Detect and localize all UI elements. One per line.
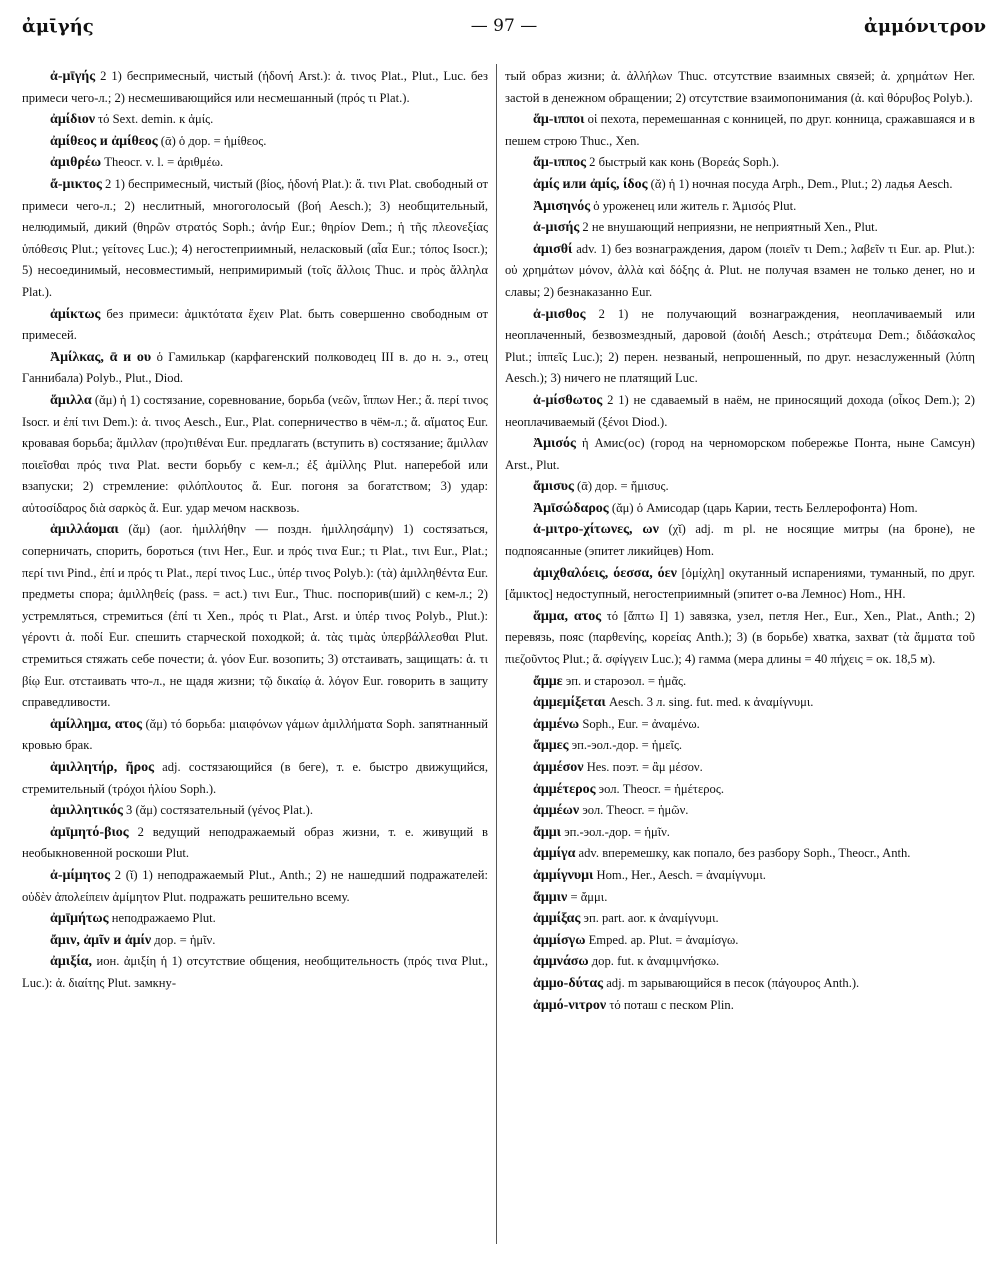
entry-headword: ἀμμίγα — [533, 846, 576, 862]
entry-headword: ἀμμνάσω — [533, 954, 589, 970]
running-head-left: ἀμῑγής — [22, 16, 94, 37]
entry-headword: ἀμῑμητό-βιος — [50, 824, 129, 840]
entry-headword: ἀμιθρέω — [50, 155, 102, 171]
dictionary-entry — [505, 671, 975, 693]
entry-headword: ἅμ-ιππος — [533, 155, 586, 171]
dictionary-entry — [505, 951, 975, 973]
entry-definition: τό поташ с песком Plin. — [609, 997, 734, 1012]
entry-headword: ἄμμες — [533, 738, 569, 754]
dictionary-entry — [505, 757, 975, 779]
entry-headword: ἀμμίγνυμι — [533, 867, 594, 883]
dictionary-entry — [22, 174, 488, 304]
entry-definition: 2 1) не получающий вознаграждения, неоплачиваемый или неоплаченный, безвозмездный, даровой (ἀοιδή Aesch.; στράτευμα Dem.; διδάσκαλος Plut.; ἱππεῖς Luc.); 2) перен. незваный, непрошенный, по друг. незаслуженный (λύπη Aesch.); 3) ничего не платящий Luc. — [505, 306, 975, 386]
dictionary-entry — [505, 433, 975, 476]
page-number: — 97 — — [470, 16, 538, 36]
dictionary-entry — [505, 995, 975, 1017]
entry-definition: τό Sext. demin. к ἀμίς. — [98, 112, 214, 127]
entry-definition: Theocr. v. l. = ἀριθμέω. — [104, 155, 224, 170]
entry-definition: Aesch. 3 л. sing. fut. med. к ἀναμίγνυμι. — [608, 695, 814, 710]
dictionary-entry — [505, 822, 975, 844]
entry-headword: ἀ-μῑγής — [50, 69, 96, 84]
running-head-right: ἀμμόνιτρον — [864, 16, 986, 37]
entry-definition: эп.-эол.-дор. = ἡμῖν. — [564, 824, 670, 839]
dictionary-entry — [22, 152, 488, 174]
dictionary-entry — [505, 865, 975, 887]
entry-definition: (χῐ) adj. m pl. не носящие митры (на броне), не подпоясанные (эпитет ликийцев) Hom. — [505, 522, 975, 559]
entry-headword: ἀμίκτως — [50, 306, 101, 322]
entry-headword: ἀμμένω — [533, 716, 580, 732]
entry-headword: Ἀμισηνός — [533, 198, 591, 214]
dictionary-entry — [505, 973, 975, 995]
dictionary-entry — [505, 390, 975, 433]
entry-definition: 2 ведущий неподражаемый образ жизни, т. е. живущий в необыкновенной роскоши Plut. — [22, 824, 488, 861]
dictionary-entry — [22, 390, 488, 520]
dictionary-entry — [505, 498, 975, 520]
dictionary-entry — [22, 800, 488, 822]
entry-headword: ἀμιξία, — [50, 954, 92, 970]
entry-definition: (ᾱ) дор. = ἥμισυς. — [577, 479, 669, 494]
column-divider — [496, 64, 497, 1244]
dictionary-entry — [22, 951, 488, 994]
entry-definition: Emped. ap. Plut. = ἀναμίσγω. — [588, 932, 739, 947]
entry-definition: тый образ жизни; ἀ. ἀλλήλων Thuc. отсутствие взаимных связей; ἀ. χρημάτων Her. застой в денежном обращении; 2) отсутствие взаимопонимания (ἀ. καὶ θόρυβος Polyb.). — [505, 69, 975, 105]
entry-definition: (ᾰμ) τό борьба: μιαιφόνων γάμων ἁμιλλήματα Soph. запятнанный кровью брак. — [22, 716, 489, 753]
entry-definition: 2 не внушающий неприязни, не неприятный Xen., Plut. — [582, 220, 878, 235]
dictionary-entry — [22, 347, 488, 390]
entry-definition: эп. и староэол. = ἡμᾶς. — [565, 673, 687, 688]
entry-definition: Hom., Her., Aesch. = ἀναμίγνυμι. — [596, 867, 766, 882]
entry-headword: ἄμιν, ἀμῖν и ἀμίν — [50, 932, 152, 948]
entry-headword: ἀ-μιτρο-χίτωνες, ων — [533, 522, 659, 538]
dictionary-entry — [505, 887, 975, 909]
entry-headword: Ἀμίλκας, ᾱ и ου — [50, 349, 152, 365]
entry-headword: ἀμιχθαλόεις, όεσσα, όεν — [533, 565, 677, 581]
entry-definition: без примеси: ἀμικτότατα ἔχειν Plat. быть совершенно свободным от примесей. — [22, 306, 489, 343]
entry-definition: (ᾱ) ὁ дор. = ἡμίθεος. — [160, 133, 267, 148]
dictionary-entry — [22, 131, 488, 153]
entry-headword: ἄμμι — [533, 824, 562, 840]
entry-definition: эп. part. aor. к ἀναμίγνυμι. — [583, 911, 719, 926]
dictionary-entry — [505, 930, 975, 952]
entry-definition: ион. ἀμιξίη ἡ 1) отсутствие общения, необщительность (πρός τινα Plut., Luc.): ἀ. διαίτης Plut. замкну- — [22, 954, 488, 990]
entry-headword: ἀμμίξας — [533, 911, 581, 927]
dictionary-entry — [505, 152, 975, 174]
dictionary-entry — [505, 800, 975, 822]
dictionary-entry — [22, 714, 488, 757]
entry-definition: 2 1) беспримесный, чистый (ἡδονή Arst.): ἀ. τινος Plat., Plut., Luc. без примеси чего-л.; 2) несмешивающийся или несмешанный (πρός τι Plat.). — [22, 69, 488, 105]
dictionary-entry — [22, 822, 488, 865]
entry-definition: 2 1) беспримесный, чистый (βίος, ἡδονή Plat.): ἄ. τινι Plat. свободный от примеси чего-л.; 2) неслитный, многоголосый (βοή Aesch.); 3) необщительный, нелюдимый, дикий (θηρῶν στρατός Soph.; ἀνήρ Eur.; θηρίον Dem.; ἡ τῆς πλεονεξίας ὑπόθεσις Plut.; γείτονες Luc.); 4) негостеприимный, неласковый (αἶα Eur.; τόπος Isocr.); 5) несоединимый, несовместимый, непримиримый (τοῖς ἄλλοις Thuc. и πρὸς ἄλληλα Plat.). — [22, 176, 488, 299]
entry-definition: эп.-эол.-дор. = ἡμεῖς. — [571, 738, 683, 753]
entry-headword: ἀμμό-νιτρον — [533, 997, 607, 1013]
dictionary-entry — [505, 714, 975, 736]
entry-definition: эол. Theocr. = ἡμέτερος. — [598, 781, 724, 796]
entry-definition: эол. Theocr. = ἡμῶν. — [582, 803, 689, 818]
entry-definition: Soph., Eur. = ἀναμένω. — [582, 716, 700, 731]
entry-headword: ἀμίδιον — [50, 112, 95, 128]
entry-definition: adv. вперемешку, как попало, без разбору Soph., Theocr., Anth. — [578, 846, 911, 861]
dictionary-entry — [22, 757, 488, 800]
entry-headword: ἀμμέων — [533, 803, 580, 819]
entry-headword: ἀμίς или ἀμίς, ίδος — [533, 176, 648, 192]
entry-headword: ἀμμέσον — [533, 760, 584, 775]
entry-headword: ἀμισθί — [533, 241, 573, 257]
entry-headword: ἅμμα, ατος — [533, 608, 602, 624]
entry-definition: adj. m зарывающийся в песок (πάγουρος Anth.). — [606, 975, 860, 990]
entry-headword: ἄ-μικτος — [50, 176, 102, 192]
entry-headword: Ἀμῑσώδαρος — [533, 500, 609, 516]
entry-headword: ἁμίλλημα, ατος — [50, 716, 143, 732]
entry-definition: Hes. поэт. = ἂμ μέσον. — [586, 760, 703, 774]
dictionary-entry — [505, 563, 975, 606]
entry-headword: ἄμμιν — [533, 889, 568, 905]
entry-definition: (ᾰ) ἡ 1) ночная посуда Arph., Dem., Plut.; 2) ладья Aesch. — [650, 176, 953, 191]
dictionary-entry — [505, 735, 975, 757]
entry-headword: ἀμμίσγω — [533, 932, 586, 948]
entry-definition: неподражаемо Plut. — [111, 911, 216, 926]
entry-headword: ἁμιλλάομαι — [50, 522, 119, 538]
entry-definition: дор. fut. к ἀναμιμνήσκω. — [591, 954, 720, 969]
dictionary-entry — [505, 476, 975, 498]
dictionary-entry — [505, 196, 975, 218]
dictionary-entry — [22, 304, 488, 347]
dictionary-entry — [505, 109, 975, 152]
entry-headword: ἀ-μισής — [533, 220, 580, 236]
dictionary-entry — [22, 109, 488, 131]
dictionary-entry — [505, 304, 975, 390]
dictionary-entry — [505, 239, 975, 304]
entry-headword: ἁμιλλητήρ, ῆρος — [50, 760, 155, 775]
entry-definition: дор. = ἡμῖν. — [154, 932, 216, 947]
dictionary-entry — [505, 606, 975, 671]
dictionary-entry — [22, 519, 488, 713]
entry-definition: ὁ Гамилькар (карфагенский полководец III в. до н. э., отец Ганнибала) Polyb., Plut., Diod. — [22, 349, 488, 386]
dictionary-entry — [505, 217, 975, 239]
entry-definition: οἱ пехота, перемешанная с конницей, по друг. конница, сражавшаяся и в пешем строю Thuc., Xen. — [505, 112, 975, 148]
entry-headword: ἀ-μίμητος — [50, 867, 110, 883]
entry-headword: ἄμμε — [533, 673, 563, 689]
entry-definition: ὁ уроженец или житель г. Ἀμισός Plut. — [593, 198, 797, 213]
entry-definition: = ἄμμι. — [570, 889, 608, 904]
entry-headword: ἀμμο-δύτας — [533, 975, 604, 991]
entry-definition: τό [ἅπτω I] 1) завязка, узел, петля Her., Eur., Xen., Plat., Anth.; 2) перевязь, пояс (παρθενίης, κορείας Anth.); 3) (в борьбе) хватка, захват (τὰ ἅμματα τοῦ πιεζοῦντος Plut.; ἅ. σφίγγειν Luc.); 4) гамма (мера длины = 40 πήχεις = ок. 18,5 м). — [505, 608, 975, 667]
dictionary-entry — [505, 908, 975, 930]
entry-headword: ἅμ-ιπποι — [533, 112, 585, 128]
left-column — [22, 66, 488, 995]
page-header — [22, 16, 986, 46]
entry-definition: (ᾰμ) ὁ Амисодар (царь Карии, тесть Беллерофонта) Hom. — [611, 500, 918, 515]
entry-definition: 3 (ᾰμ) состязательный (γένος Plat.). — [126, 803, 313, 818]
entry-definition: ἡ Амис(ос) (город на черноморском побережье Понта, ныне Самсун) Arst., Plut. — [505, 436, 975, 472]
entry-definition: 2 быстрый как конь (Βορεάς Soph.). — [589, 155, 780, 170]
entry-definition: (ᾰμ) ἡ 1) состязание, соревнование, борьба (νεῶν, ἵππων Her.; ἅ. περί τινος Isocr. и ἐπί τινι Dem.): ἀ. τινος Aesch., Eur., Plat. соперничество в чём-л.; ἅ. αἵματος Eur. кровавая борьба; ἅμιλλαν (προ)τιθέναι Eur. предлагать (вступить в) состязание; ἅμιλλαν ποιεῖσθαι πρός τινα Plat. вести борьбу с кем-л.; ἐξ ἁμίλλης Plut. наперебой или взапуски; 2) стремление: φιλόπλουτος ἅ. Eur. погоня за богатством; 3) удар: αὐτοσίδαρος διὰ σαρκὸς ἅ. Eur. удар мечом насквозь. — [22, 392, 488, 515]
entry-headword: ἀμμέτερος — [533, 781, 596, 797]
dictionary-entry — [505, 692, 975, 714]
dictionary-entry — [505, 843, 975, 865]
dictionary-entry — [505, 174, 975, 196]
entry-definition: 2 1) не сдаваемый в наём, не приносящий дохода (οἶκος Dem.); 2) неоплачиваемый (ξένοι Diod.). — [505, 392, 975, 429]
dictionary-entry — [22, 930, 488, 952]
dictionary-entry — [22, 66, 488, 109]
dictionary-entry — [22, 865, 488, 908]
dictionary-entry — [22, 908, 488, 930]
entry-headword: ἀ-μίσθωτος — [533, 392, 603, 408]
entry-definition: 2 (ῐ) 1) неподражаемый Plut., Anth.; 2) не нашедший подражателей: οὐδὲν ἀπολείπειν ἀμίμητον Plut. подражать решительно всему. — [22, 867, 488, 904]
entry-headword: ἀμῑμήτως — [50, 911, 109, 927]
entry-definition: adv. 1) без вознаграждения, даром (ποιεῖν τι Dem.; λαβεῖν τι Eur. ap. Plut.): οὐ χρημάτων μόνον, ἀλλὰ καὶ δόξης ἀ. Plut. не получая взамен не только денег, но и славы; 2) безнаказанно Eur. — [505, 241, 975, 299]
entry-headword: ἄμισυς — [533, 479, 574, 495]
entry-definition: adj. состязающийся (в беге), т. е. быстро движущийся, стремительный (τρόχοι ἡλίου Soph.). — [22, 760, 488, 796]
entry-headword: Ἀμισός — [533, 436, 576, 452]
entry-definition: [ὀμίχλη] окутанный испарениями, туманный, по друг. [ἄμικτος] недоступный, негостеприимный (эпитет о-ва Лемнос) Hom., HH. — [505, 565, 975, 602]
dictionary-entry — [505, 779, 975, 801]
entry-headword: ἀμμεμίξεται — [533, 695, 606, 711]
dictionary-entry — [505, 519, 975, 562]
entry-headword: ἅμιλλα — [50, 392, 92, 408]
dictionary-entry — [505, 66, 975, 109]
entry-headword: ἀ-μισθος — [533, 306, 586, 322]
entry-headword: ἁμιλλητικός — [50, 803, 123, 819]
right-column — [505, 66, 975, 1016]
entry-definition: (ᾰμ) (aor. ἡμιλλήθην — поздн. ἡμιλλησάμην) 1) состязаться, соперничать, спорить, бороться (τινι Her., Eur. и πρός τινα Eur.; τι Plat., τινι Eur., Plat.; περί τινι Pind., ἐπί и πρός τι Plat., περί τινος Luc., ὑπέρ τινος Polyb.): (τὰ) ἁμιλληθέντα Eur. предметы спора; ἁμιλληθείς (pass. = act.) τινι Eur., Thuc. поспорив(ший) с кем-л.; 2) устремляться, стремиться (ἐπί τι Xen., πρός τι Plat., Arst. и ὑπέρ τινος Polyb., Plut.): γέροντι ἁ. ποδί Eur. спешить старческой походкой; ἁ. τὰς τιμὰς ὑπερβάλλεσθαι Plut. стремиться стяжать себе почести; ἁ. γόον Eur. возопить; 3) отстаивать, защищать: ἁ. τι βίῳ Eur. отстаивать что-л., не щадя жизни; τῷ δικαίῳ ἁ. λόγον Eur. говорить в защиту справедливости. — [22, 522, 488, 710]
entry-headword: ἀμίθεος и ἀμίθεος — [50, 133, 158, 149]
